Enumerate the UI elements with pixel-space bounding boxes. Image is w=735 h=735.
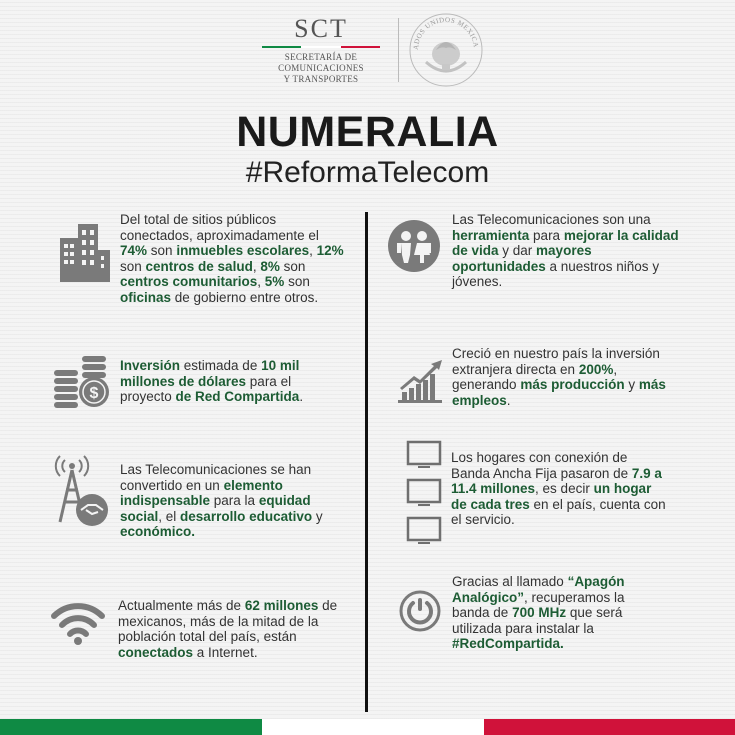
tricolor-line — [262, 46, 380, 48]
fact-quality-of-life — [452, 212, 682, 290]
page-hashtag: #ReformaTelecom — [245, 156, 490, 189]
page-title: NUMERALIA — [236, 108, 499, 156]
fact-broadband — [451, 450, 667, 528]
body-text: de gobierno entre otros. — [171, 289, 319, 305]
highlight-text: herramienta — [452, 227, 530, 243]
body-text: Gracias al llamado — [452, 574, 568, 589]
fact-telecom-element — [120, 462, 340, 540]
body-text: de mexicanos, más de la mitad de la población total del país, están — [118, 598, 338, 644]
svg-text:$: $ — [89, 385, 99, 402]
fact-investment — [120, 358, 320, 405]
highlight-text: 62 millones — [244, 598, 319, 613]
body-text: Actualmente más de — [118, 598, 245, 613]
body-text: son — [284, 274, 310, 289]
highlight-text: 7.9 a 11.4 millones — [451, 465, 662, 496]
body-text: son — [120, 258, 146, 274]
highlight-text: 5% — [264, 274, 285, 289]
wifi-icon — [50, 602, 106, 651]
highlight-text: 700 MHz — [512, 605, 567, 620]
body-text: para el proyecto — [120, 373, 292, 404]
highlight-text: “Apagón Analógico” — [452, 574, 625, 605]
sct-subtitle-line-2: COMUNICACIONES — [278, 63, 364, 73]
highlight-text: Inversión — [120, 358, 181, 373]
header — [0, 12, 735, 92]
body-text: , es decir — [535, 481, 594, 496]
national-seal-icon — [408, 12, 484, 88]
highlight-text: desarrollo educativo — [180, 508, 313, 524]
fact-foreign-investment — [452, 346, 676, 408]
body-text: son — [147, 243, 177, 258]
center-divider — [365, 212, 368, 712]
body-text: y — [624, 377, 639, 392]
tv-screens-icon — [406, 440, 442, 553]
body-text: a nuestros niños y jóvenes. — [452, 258, 660, 289]
growth-chart-icon — [398, 360, 446, 409]
body-text: y dar — [498, 243, 537, 258]
highlight-text: centros de salud — [145, 258, 253, 274]
seal-text: ADOS UNIDOS MEXICA — [411, 15, 480, 51]
body-text: , generando — [452, 361, 618, 392]
body-text: Las Telecomunicaciones son una — [452, 212, 651, 227]
body-text: , — [257, 274, 265, 289]
body-text: , — [309, 243, 317, 258]
highlight-text: oficinas — [120, 289, 172, 305]
flag-red — [484, 719, 735, 735]
power-icon — [399, 590, 441, 637]
highlight-text: centros comunitarios — [120, 274, 258, 289]
highlight-text: un hogar de cada tres — [451, 481, 652, 512]
fact-analog-blackout — [452, 574, 642, 652]
antenna-tower-icon — [48, 450, 112, 535]
highlight-text: #RedCompartida. — [452, 636, 564, 651]
body-text: son — [279, 258, 306, 274]
highlight-text: equidad social — [120, 493, 311, 524]
highlight-text: 74% — [120, 243, 148, 258]
header-divider — [398, 18, 399, 82]
highlight-text: elemento indispensable — [120, 477, 283, 508]
highlight-text: de Red Compartida — [175, 389, 300, 404]
body-text: para — [529, 227, 564, 243]
flag-green — [0, 719, 262, 735]
highlight-text: económico. — [120, 524, 196, 539]
highlight-text: inmuebles escolares — [176, 243, 310, 258]
body-text: a Internet. — [193, 644, 258, 660]
body-text: estimada de — [180, 358, 262, 373]
body-text: en el país, cuenta con el servicio. — [451, 496, 666, 527]
highlight-text: más producción — [520, 377, 625, 392]
body-text: , recuperamos la banda de — [452, 589, 625, 620]
highlight-text: 8% — [260, 258, 280, 274]
flag-stripe — [0, 719, 735, 735]
body-text: que será utilizada para instalar la — [452, 605, 623, 636]
money-coins-icon — [54, 356, 110, 415]
highlight-text: 12% — [316, 243, 344, 258]
body-text: Del total de sitios públicos conectados, aproximadamente el — [120, 212, 319, 243]
flag-white — [262, 719, 484, 735]
body-text: , — [252, 258, 261, 274]
fact-internet — [118, 598, 342, 660]
highlight-text: 200% — [578, 361, 614, 377]
children-icon — [387, 219, 441, 278]
highlight-text: mayores oportunidades — [452, 243, 592, 274]
highlight-text: conectados — [118, 644, 194, 660]
buildings-icon — [58, 220, 112, 287]
sct-subtitle-line-1: SECRETARÍA DE — [284, 52, 358, 62]
highlight-text: más empleos — [452, 377, 666, 408]
body-text: Creció en nuestro país la inversión extranjera directa en — [452, 346, 660, 377]
body-text: . — [506, 392, 511, 408]
sct-acronym: SCT — [294, 14, 348, 43]
body-text: para la — [210, 493, 259, 508]
body-text: Las Telecomunicaciones se han convertido en un — [120, 462, 312, 493]
fact-public-sites — [120, 212, 348, 305]
sct-logo — [262, 14, 380, 85]
sct-subtitle-line-3: Y TRANSPORTES — [283, 74, 359, 84]
body-text: y — [312, 508, 323, 524]
highlight-text: mejorar la calidad de vida — [452, 227, 679, 258]
highlight-text: 10 mil millones de dólares — [120, 358, 300, 389]
body-text: Los hogares con conexión de Banda Ancha Fija pasaron de — [451, 450, 632, 481]
body-text: , el — [158, 508, 181, 524]
body-text: . — [299, 389, 304, 404]
